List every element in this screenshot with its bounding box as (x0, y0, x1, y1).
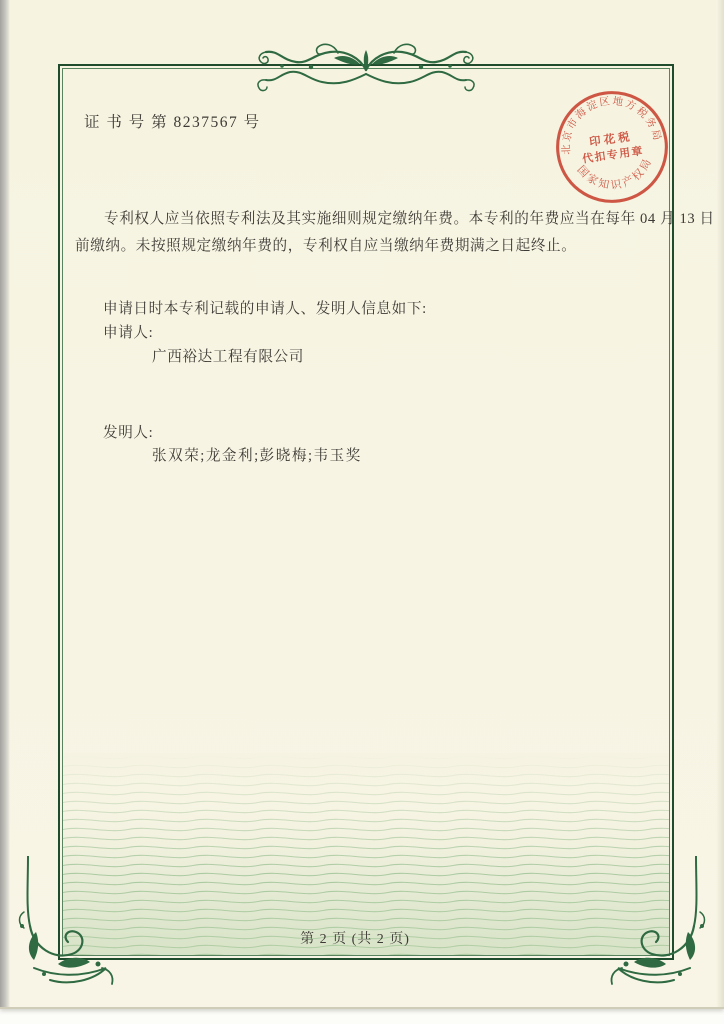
annuity-paragraph-line-2: 前缴纳。未按照规定缴纳年费的，专利权自应当缴纳年费期满之日起终止。 (75, 238, 577, 254)
guilloche-wave-pattern (63, 753, 669, 955)
certificate-number: 证 书 号 第 8237567 号 (84, 114, 261, 131)
applicant-label: 申请人: (103, 325, 154, 341)
applicant-info-heading: 申请日时本专利记载的申请人、发明人信息如下: (103, 301, 427, 317)
scan-edge-right (716, 0, 724, 1007)
seal-bottom-arc-text: 国家知识产权局 (574, 155, 655, 192)
seal-center-line-1: 印花税 (588, 130, 634, 149)
inventor-label: 发明人: (103, 425, 154, 441)
top-scroll-ornament (254, 40, 478, 98)
scan-edge-left (0, 0, 10, 1007)
annuity-paragraph-line-1: 专利权人应当依照专利法及其实施细则规定缴纳年费。本专利的年费应当在每年 04 月 13 日 (104, 211, 715, 227)
page-number-footer: 第 2 页 (共 2 页) (300, 932, 410, 947)
bottom-left-corner-ornament (14, 856, 118, 990)
red-tax-seal (546, 81, 677, 214)
seal-center-line-2: 代扣专用章 (581, 145, 645, 166)
inventor-names: 张双荣;龙金利;彭晓梅;韦玉奖 (152, 448, 362, 464)
seal-top-arc-text: 北京市海淀区地方税务局 (561, 96, 663, 155)
applicant-name: 广西裕达工程有限公司 (152, 349, 304, 365)
bottom-right-corner-ornament (606, 856, 710, 990)
